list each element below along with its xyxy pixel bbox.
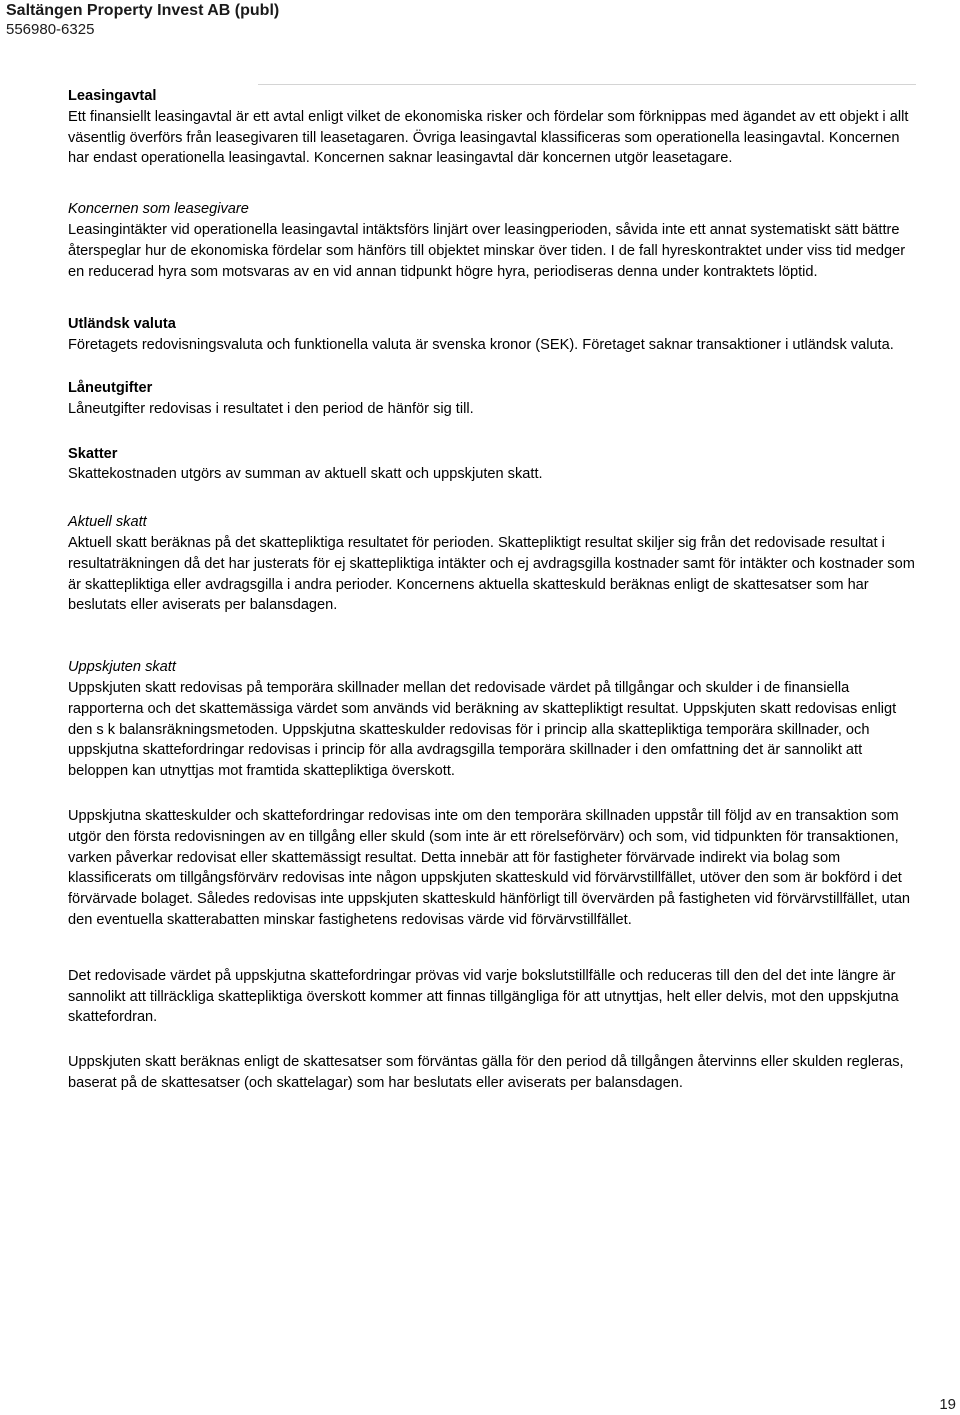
document-body <box>68 86 916 1094</box>
section-heading-laneutgifter: Låneutgifter <box>68 379 153 396</box>
org-number: 556980-6325 <box>6 21 95 38</box>
section-uppskjuten-skatt <box>68 657 916 782</box>
section-skatter <box>68 444 916 486</box>
section-valuta <box>68 314 916 356</box>
section-leasing <box>68 86 916 169</box>
document-header <box>6 1 279 40</box>
section-heading-leasegivare: Koncernen som leasegivare <box>68 201 249 218</box>
section-text-leasegivare: Leasingintäkter vid operationella leasingavtal intäktsförs linjärt over leasingperioden, såvida inte ett annat systematiskt sätt bättre återspeglar hur de ekonomiska fördelar som hänförs till objektet minskar över tiden. I de fall hyreskontraktet under viss tid medger en reducerad hyra som motsvaras av en vid annan tidpunkt högre hyra, periodiseras denna under kontraktets löptid. <box>68 221 906 280</box>
section-text-uppskjuten-skatt: Uppskjuten skatt redovisas på temporära skillnader mellan det redovisade värdet på tillgångar och skulder i de finansiella rapporterna och det skattemässiga värdet som används vid beräkning av skattepliktigt resultat. Uppskjuten skatt redovisas enligt den s k balansräkningsmetoden. Uppskjutna skatteskulder redovisas för i princip alla skattepliktiga temporära skillnader, och uppskjutna skattefordringar redovisas i princip för alla avdragsgilla temporära skillnader i den omfattning det är sannolikt att beloppen kan utnyttjas mot framtida skattepliktiga överskott. <box>68 679 897 780</box>
header-divider <box>258 84 916 85</box>
section-heading-leasing: Leasingavtal <box>68 88 157 104</box>
section-text-laneutgifter: Låneutgifter redovisas i resultatet i den period de hänför sig till. <box>68 400 474 417</box>
section-heading-valuta: Utländsk valuta <box>68 316 176 333</box>
section-laneutgifter <box>68 378 916 420</box>
section-heading-skatter: Skatter <box>68 445 118 462</box>
paragraph-deferred-tax-assets <box>68 966 916 1028</box>
company-name: Saltängen Property Invest AB (publ) <box>6 2 280 19</box>
paragraph-text: Uppskjuten skatt beräknas enligt de skattesatser som förväntas gälla för den period då tillgången återvinns eller skulden regleras, baserat på de skattesatser (och skattelagar) som har beslutats eller aviserats per balansdagen. <box>68 1054 904 1091</box>
section-heading-uppskjuten-skatt: Uppskjuten skatt <box>68 659 176 676</box>
section-text-aktuell-skatt: Aktuell skatt beräknas på det skattepliktiga resultatet för perioden. Skattepliktigt resultat skiljer sig från det redovisade resultat i resultaträkningen då det har justerats för ej skattepliktiga intäkter och ej avdragsgilla kostnader samt för intäkter och kostnader som är skattepliktiga eller avdragsgilla i andra perioder. Koncernens aktuella skatteskuld beräknas enligt de skattesatser som har beslutats eller aviserats per balansdagen. <box>68 534 915 614</box>
section-text-valuta: Företagets redovisningsvaluta och funktionella valuta är svenska kronor (SEK). Företaget saknar transaktioner i utländsk valuta. <box>68 337 894 354</box>
section-heading-aktuell-skatt: Aktuell skatt <box>68 514 147 531</box>
paragraph-text: Det redovisade värdet på uppskjutna skattefordringar prövas vid varje bokslutstillfälle och reduceras till den del det inte längre är sannolikt att tillräckliga skattepliktiga överskott kommer att finnas tillgängliga för att utnyttjas, helt eller delvis, mot den uppskjutna skattefordran. <box>68 967 899 1026</box>
paragraph-tax-rates <box>68 1052 916 1094</box>
paragraph-temporary-differences <box>68 806 916 931</box>
section-leasegivare <box>68 199 916 282</box>
section-text-leasing: Ett finansiellt leasingavtal är ett avtal enligt vilket de ekonomiska risker och fördelar som förknippas med ägandet av ett objekt i allt väsentlig överförs från leasegivaren till leasetagaren. Övriga leasingavtal klassificeras som operationella leasingavtal. Koncernen har endast operationella leasingavtal. Koncernen saknar leasingavtal där koncernen utgör leasetagare. <box>68 108 909 167</box>
section-aktuell-skatt <box>68 512 916 616</box>
page-number: 19 <box>939 1396 956 1413</box>
paragraph-text: Uppskjutna skatteskulder och skattefordringar redovisas inte om den temporära skillnaden uppstår till följd av en transaktion som utgör den första redovisningen av en tillgång eller skuld (som inte är ett rörelseförvärv) och som, vid tidpunkten för transaktionen, varken påverkar redovisat eller skattemässigt resultat. Detta innebär att för fastigheter förvärvade indirekt via bolag som klassificerats om tillgångsförvärv redovisas inte någon uppskjuten skatteskuld vid förvärvstillfället, utöver den som är bokförd i det förvärvade bolaget. Således redovisas inte uppskjuten skatteskuld hänförligt till övervärden på fastigheten vid förvärvstillfället, utan den eventuella skatterabatten minskar fastighetens redovisas värde vid förvärvstillfället. <box>68 807 911 928</box>
section-text-skatter: Skattekostnaden utgörs av summan av aktuell skatt och uppskjuten skatt. <box>68 466 543 483</box>
